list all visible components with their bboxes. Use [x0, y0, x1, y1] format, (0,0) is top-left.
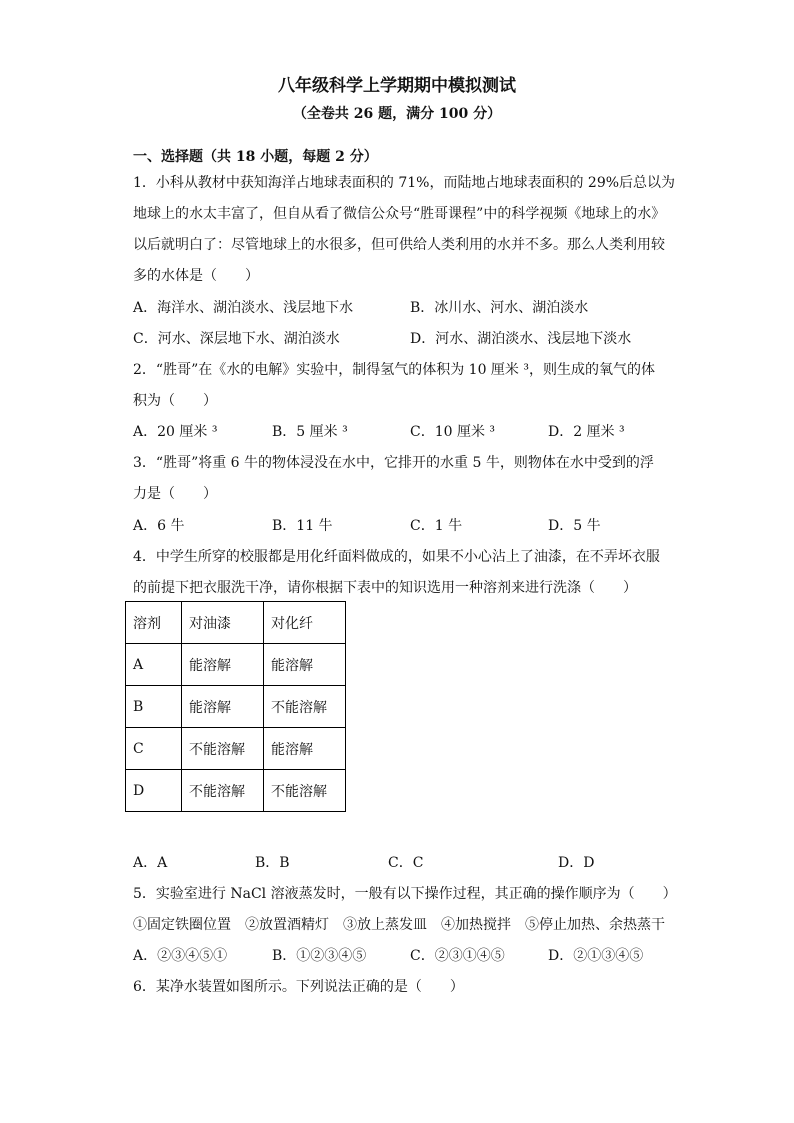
table-cell: A: [126, 644, 182, 686]
question-3-line: 3．“胜哥”将重 6 牛的物体浸没在水中，它排开的水重 5 牛，则物体在水中受到的浮: [133, 455, 654, 471]
page-subtitle: （全卷共 26 题，满分 100 分）: [292, 106, 502, 122]
q5-option-a: A．②③④⑤①: [133, 948, 228, 964]
table-row: [126, 728, 346, 770]
page-title: 八年级科学上学期期中模拟测试: [278, 76, 516, 96]
question-1-line: 1．小科从教材中获知海洋占地球表面积的 71%，而陆地占地球表面积的 29%后总以为: [133, 175, 676, 191]
table-cell: 不能溶解: [182, 770, 264, 812]
question-5-line: ①固定铁圈位置 ②放置酒精灯 ③放上蒸发皿 ④加热搅拌 ⑤停止加热、余热蒸干: [133, 917, 665, 933]
q1-option-b: B．冰川水、河水、湖泊淡水: [410, 300, 589, 316]
question-1-line: 地球上的水太丰富了，但自从看了微信公众号“胜哥课程”中的科学视频《地球上的水》: [133, 206, 666, 222]
table-cell: D: [126, 770, 182, 812]
table-row: [126, 686, 346, 728]
q2-option-a: A．20 厘米 ³: [133, 424, 218, 440]
question-2-line: 2．“胜哥”在《水的电解》实验中，制得氢气的体积为 10 厘米 ³，则生成的氧气的体: [133, 362, 655, 378]
q3-option-b: B．11 牛: [272, 518, 333, 534]
q5-option-d: D．②①③④⑤: [548, 948, 644, 964]
q1-option-d: D．河水、湖泊淡水、浅层地下淡水: [410, 331, 632, 347]
table-header-cell: 对油漆: [182, 602, 264, 644]
q5-option-b: B．①②③④⑤: [272, 948, 367, 964]
table-header-cell: 溶剂: [126, 602, 182, 644]
question-6-line: 6．某净水装置如图所示。下列说法正确的是（ ）: [133, 979, 464, 995]
table-header-cell: 对化纤: [264, 602, 346, 644]
q2-option-b: B．5 厘米 ³: [272, 424, 348, 440]
table-cell: C: [126, 728, 182, 770]
q1-option-c: C．河水、深层地下水、湖泊淡水: [133, 331, 340, 347]
table-header-row: [126, 602, 346, 644]
table-cell: 不能溶解: [182, 728, 264, 770]
q1-option-a: A．海洋水、湖泊淡水、浅层地下水: [133, 300, 354, 316]
question-5-line: 5．实验室进行 NaCl 溶液蒸发时，一般有以下操作过程，其正确的操作顺序为（ ）: [133, 886, 677, 902]
q2-option-c: C．10 厘米 ³: [410, 424, 496, 440]
q2-option-d: D．2 厘米 ³: [548, 424, 625, 440]
solvent-table: [125, 601, 346, 812]
q4-option-a: A．A: [133, 855, 168, 871]
section-heading: 一、选择题（共 18 小题，每题 2 分）: [133, 149, 378, 165]
table-cell: 不能溶解: [264, 770, 346, 812]
table-row: [126, 770, 346, 812]
table-cell: 不能溶解: [264, 686, 346, 728]
q4-option-c: C．C: [388, 855, 424, 871]
q5-option-c: C．②③①④⑤: [410, 948, 505, 964]
question-4-line: 4．中学生所穿的校服都是用化纤面料做成的，如果不小心沾上了油漆，在不弄坏衣服: [133, 549, 660, 565]
q3-option-a: A．6 牛: [133, 518, 185, 534]
question-3-line: 力是（ ）: [133, 486, 217, 502]
table-cell: 能溶解: [182, 686, 264, 728]
table-cell: 能溶解: [264, 644, 346, 686]
q4-option-b: B．B: [255, 855, 290, 871]
question-1-line: 多的水体是（ ）: [133, 268, 259, 284]
question-1-line: 以后就明白了：尽管地球上的水很多，但可供给人类利用的水并不多。那么人类利用较: [133, 237, 665, 253]
q3-option-d: D．5 牛: [548, 518, 601, 534]
table-cell: B: [126, 686, 182, 728]
question-4-line: 的前提下把衣服洗干净，请你根据下表中的知识选用一种溶剂来进行洗涤（ ）: [133, 580, 637, 596]
q4-option-d: D．D: [558, 855, 595, 871]
q3-option-c: C．1 牛: [410, 518, 463, 534]
question-2-line: 积为（ ）: [133, 393, 217, 409]
table-cell: 能溶解: [264, 728, 346, 770]
table-cell: 能溶解: [182, 644, 264, 686]
table-row: [126, 644, 346, 686]
